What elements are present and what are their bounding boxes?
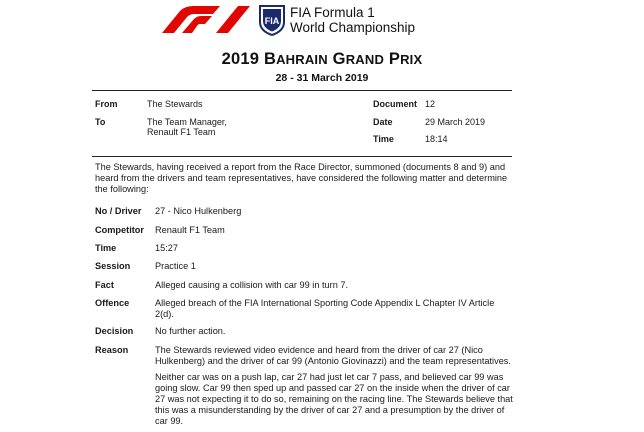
offence-value: Alleged breach of the FIA International Sporting Code Appendix L Chapter IV Article 2(d). bbox=[155, 298, 495, 319]
session-value: Practice 1 bbox=[155, 261, 196, 271]
divider-top bbox=[92, 90, 512, 91]
reason-paragraph-2: Neither car was on a push lap, car 27 had just let car 7 pass, and believed car 99 was going slow. Car 99 then sped up and passed car 27 on the inside when the driver of car 27 was not expecting it to do so, remaining on the racing line. The Stewards believe that this was a misunderstanding by the driver of car 27 and a presumption by the driver of car 99. bbox=[155, 372, 513, 426]
decision-value: No further action. bbox=[155, 326, 226, 336]
to-label: To bbox=[95, 117, 106, 127]
competitor-value: Renault F1 Team bbox=[155, 225, 225, 235]
document-label: Document bbox=[373, 99, 418, 109]
to-line1: The Team Manager, bbox=[147, 117, 227, 127]
event-title-year: 2019 bbox=[221, 50, 260, 68]
event-dates: 28 - 31 March 2019 bbox=[275, 72, 369, 84]
date-label: Date bbox=[373, 117, 393, 127]
fact-label: Fact bbox=[95, 280, 114, 290]
from-label: From bbox=[95, 99, 118, 109]
event-title-rix: RIX bbox=[400, 52, 423, 67]
session-label: Session bbox=[95, 261, 131, 271]
offence-label: Offence bbox=[95, 298, 130, 308]
f1-logo-icon bbox=[160, 5, 252, 35]
driver-value: 27 - Nico Hulkenberg bbox=[155, 206, 242, 216]
document-header bbox=[0, 3, 644, 37]
event-title-g: G bbox=[332, 50, 346, 68]
document-value: 12 bbox=[425, 99, 436, 109]
fia-badge-icon bbox=[257, 4, 287, 36]
championship-title-line1: FIA Formula 1 bbox=[290, 5, 375, 20]
to-line2: Renault F1 Team bbox=[147, 127, 216, 137]
event-title-b: B bbox=[263, 50, 277, 68]
fia-badge-text: FIA bbox=[264, 16, 280, 26]
event-title-rand: RAND bbox=[345, 52, 385, 67]
from-value: The Stewards bbox=[147, 99, 203, 109]
championship-title-line2: World Championship bbox=[290, 20, 416, 35]
reason-label: Reason bbox=[95, 345, 129, 355]
time-label: Time bbox=[373, 134, 394, 144]
fact-value: Alleged causing a collision with car 99 in turn 7. bbox=[155, 280, 349, 290]
event-title-p: P bbox=[388, 50, 401, 68]
event-title-ahrain: AHRAIN bbox=[276, 52, 328, 67]
incident-time-value: 15:27 bbox=[155, 243, 178, 253]
reason-paragraph-1: The Stewards reviewed video evidence and heard from the driver of car 27 (Nico Hulkenberg) and the driver of car 99 (Antonio Giovinazzi) and the team representatives. bbox=[155, 345, 511, 366]
event-title bbox=[0, 50, 644, 69]
decision-label: Decision bbox=[95, 326, 134, 336]
reason-value bbox=[155, 345, 515, 432]
incident-time-label: Time bbox=[95, 243, 117, 253]
intro-paragraph: The Stewards, having received a report from the Race Director, summoned (documents 8 and 9) and heard from the drivers and team representatives, have considered the following matter and determine the following: bbox=[95, 162, 508, 194]
event-heading bbox=[0, 50, 644, 84]
divider-middle bbox=[92, 156, 512, 157]
championship-title bbox=[290, 5, 415, 35]
driver-label: No / Driver bbox=[95, 206, 142, 216]
competitor-label: Competitor bbox=[95, 225, 144, 235]
date-value: 29 March 2019 bbox=[425, 117, 486, 127]
time-value: 18:14 bbox=[425, 134, 448, 144]
